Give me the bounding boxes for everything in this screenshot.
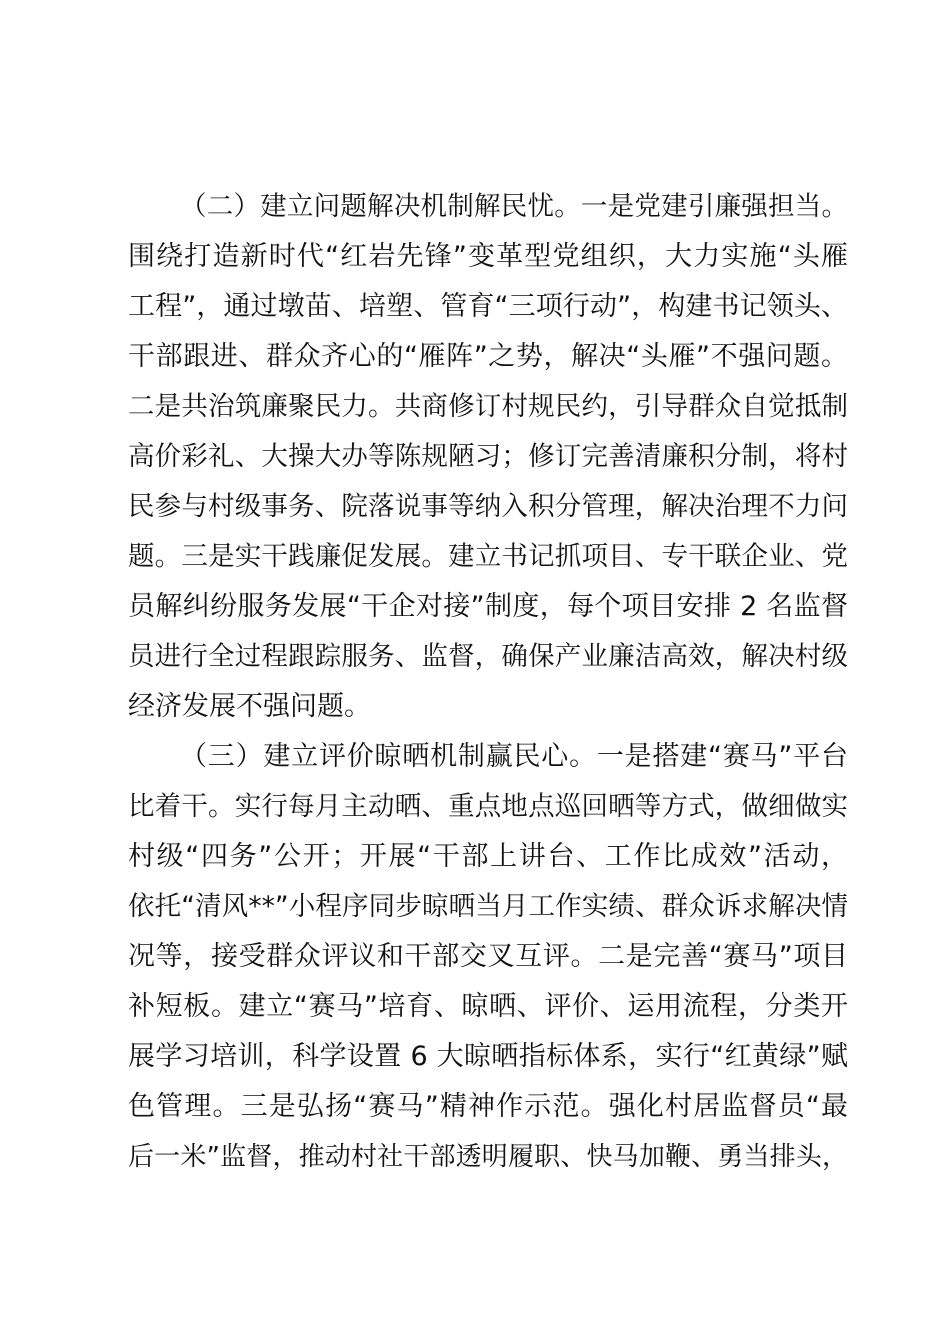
text-line: 高价彩礼、大操大办等陈规陋习；修订完善清廉积分制，将村 — [128, 441, 848, 472]
text-line: 况等，接受群众评议和干部交叉互评。二是完善“赛马”项目 — [128, 941, 848, 972]
text-line: 民参与村级事务、院落说事等纳入积分管理，解决治理不力问 — [128, 491, 848, 522]
text-line: 经济发展不强问题。 — [128, 691, 371, 722]
text-line: 员解纠纷服务发展“干企对接”制度，每个项目安排 2 名监督 — [128, 591, 848, 622]
text-line: 村级“四务”公开；开展“干部上讲台、工作比成效”活动， — [128, 841, 848, 872]
text-line: 补短板。建立“赛马”培育、晾晒、评价、运用流程，分类开 — [128, 991, 848, 1022]
text-line: 色管理。三是弘扬“赛马”精神作示范。强化村居监督员“最 — [128, 1091, 848, 1122]
text-line: （二）建立问题解决机制解民忧。一是党建引廉强担当。 — [180, 191, 848, 222]
text-line: 围绕打造新时代“红岩先锋”变革型党组织，大力实施“头雁 — [128, 241, 848, 272]
text-line: 展学习培训，科学设置 6 大晾晒指标体系，实行“红黄绿”赋 — [128, 1041, 848, 1072]
text-line: 工程”，通过墩苗、培塑、管育“三项行动”，构建书记领头、 — [128, 291, 848, 322]
text-line: （三）建立评价晾晒机制赢民心。一是搭建“赛马”平台 — [180, 741, 848, 772]
text-line: 干部跟进、群众齐心的“雁阵”之势，解决“头雁”不强问题。 — [128, 341, 848, 372]
text-line: 比着干。实行每月主动晒、重点地点巡回晒等方式，做细做实 — [128, 791, 848, 822]
text-line: 依托“清风**”小程序同步晾晒当月工作实绩、群众诉求解决情 — [128, 891, 848, 922]
text-line: 题。三是实干践廉促发展。建立书记抓项目、专干联企业、党 — [128, 541, 848, 572]
text-line: 员进行全过程跟踪服务、监督，确保产业廉洁高效，解决村级 — [128, 641, 848, 672]
text-line: 二是共治筑廉聚民力。共商修订村规民约，引导群众自觉抵制 — [128, 391, 848, 422]
text-line: 后一米”监督，推动村社干部透明履职、快马加鞭、勇当排头， — [128, 1142, 848, 1172]
